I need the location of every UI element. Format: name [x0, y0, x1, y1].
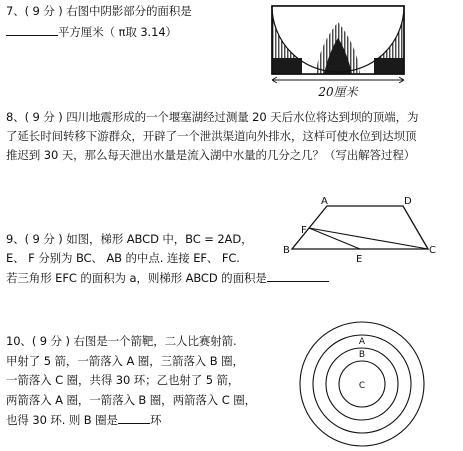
q8-line2: 了延长时间转移下游群众，开辟了一个泄洪渠道向外排水，这样可使水位到达坝顶: [6, 129, 417, 143]
q9-label-c: C: [429, 245, 436, 256]
q9-line3-text: 若三角形 EFC 的面积为 a，则梯形 ABCD 的面积是: [6, 271, 267, 285]
q10-line5-text: 也得 30 环. 则 B 圈是: [6, 413, 118, 427]
q9-label-d: D: [404, 196, 412, 207]
q9-answer-blank[interactable]: [267, 270, 329, 282]
q7-figure: [266, 0, 428, 100]
q8-line3: 推迟到 30 天，那么每天泄出水量是流入湖中水量的几分之几？（写出解答过程）: [6, 148, 416, 162]
q9-line3: [6, 270, 329, 285]
q7-dimension-label: 20厘米: [318, 85, 358, 99]
q9-label-f: F: [301, 225, 307, 236]
q10-line5-suffix: 环: [149, 413, 162, 427]
q10-label-c: C: [358, 381, 366, 391]
q9-line2: E、 F 分别为 BC、 AB 的中点. 连接 EF、 FC.: [6, 251, 240, 265]
q10-answer-blank[interactable]: [118, 412, 150, 424]
q9-label-b: B: [283, 245, 290, 256]
q10-line1: 10、( 9 分 ) 右图是一个箭靶，二人比赛射箭.: [6, 334, 237, 348]
q10-label-a: A: [358, 337, 366, 347]
q7-line2: [6, 24, 177, 39]
q10-target-figure: [290, 318, 442, 448]
q9-label-a: A: [321, 196, 328, 207]
q7-answer-blank[interactable]: [6, 24, 58, 36]
q7-line2-suffix: 平方厘米（ π取 3.14）: [58, 25, 177, 39]
q9-trapezoid-figure: [283, 196, 443, 266]
q10-line4: 两箭落入 A 圈，一箭落入 B 圈，两箭落入 C 圈，: [6, 393, 257, 407]
q9-line1: 9、( 9 分 ) 如图，梯形 ABCD 中，BC = 2AD，: [6, 232, 253, 246]
q10-line3: 一箭落入 C 圈，共得 30 环；乙也射了 5 箭，: [6, 373, 240, 387]
q7-line1: 7、( 9 分 ) 右图中阴影部分的面积是: [6, 4, 192, 18]
q10-line2: 甲射了 5 箭，一箭落入 A 圈，三箭落入 B 圈，: [6, 354, 244, 368]
q8-line1: 8、( 9 分 ) 四川地震形成的一个堰塞湖经过测量 20 天后水位将达到坝的顶端，为: [6, 110, 419, 124]
q9-label-e: E: [356, 254, 363, 265]
q10-line5: [6, 412, 161, 427]
q10-label-b: B: [358, 350, 366, 360]
